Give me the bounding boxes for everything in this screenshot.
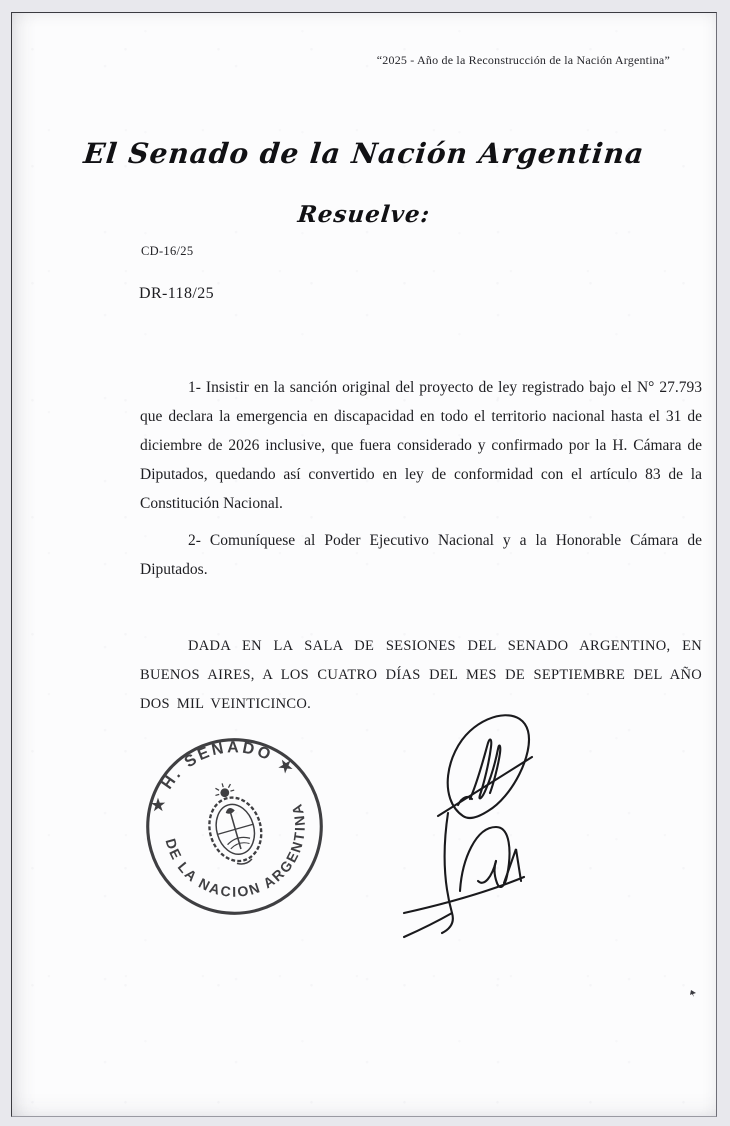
stamp-top-text: ★ H. SENADO ★ (147, 738, 300, 815)
senate-seal-icon (137, 729, 332, 924)
header-year-quote: “2025 - Año de la Reconstrucción de la Nación Argentina” (376, 53, 670, 67)
reference-number-cd: CD-16/25 (141, 244, 194, 258)
handwritten-signatures (400, 701, 625, 946)
cursor-arrow (690, 984, 697, 991)
signature-top (438, 715, 532, 818)
article-1-paragraph: 1- Insistir en la sanción original del proyecto de ley registrado bajo el N° 27.793 que declara la emergencia en discapacidad en todo el territorio nacional hasta el 31 de diciembre de 2026 inclusive, que fuera considerado y confirmado por la H. Cámara de Diputados, quedando así convertido en ley de conformidad con el artículo 83 de la Constitución Nacional. (140, 378, 702, 512)
signature-bottom (404, 813, 524, 937)
svg-text:★ H. SENADO ★ (137, 729, 302, 819)
closing-attestation-paragraph: DADA EN LA SALA DE SESIONES DEL SENADO ARGENTINO, EN BUENOS AIRES, A LOS CUATRO DÍAS DEL MES DE SEPTIEMBRE DEL AÑO DOS MIL VEINTICINCO. (140, 637, 702, 712)
reference-number-dr: DR-118/25 (139, 285, 215, 302)
coat-of-arms-icon (198, 776, 270, 870)
article-2-paragraph: 2- Comuníquese al Poder Ejecutivo Nacional y a la Honorable Cámara de Diputados. (140, 531, 702, 578)
senate-seal-stamp (137, 729, 332, 924)
senate-script-title: El Senado de la Nación Argentina (82, 137, 646, 170)
resolve-heading: Resuelve: (296, 201, 432, 228)
signatures-block (400, 701, 625, 946)
scanned-document-page (11, 12, 717, 1117)
stamp-bottom-text: DE LA NACION ARGENTINA (162, 800, 308, 900)
